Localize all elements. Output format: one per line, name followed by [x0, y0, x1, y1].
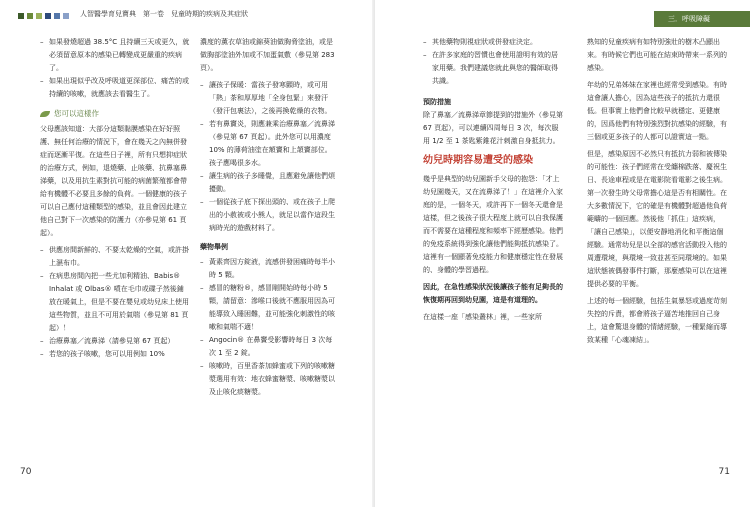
header-square — [54, 13, 60, 19]
list-item: – 感冒的糖粉®，感冒剛開始時每小時 5 顆，請留意：滲喉口後就不應服用因為可能導致入睡困難，並可能強化刺激性的咳嗽和氣喘不適！ — [200, 282, 338, 334]
bullet-text: 其他藥物則視症狀或併發症決定。 — [432, 38, 537, 46]
header-square — [27, 13, 33, 19]
paragraph: 除了鼻塞／流鼻涕章節提到的措施外（參見第 67 頁起），可以連續四周每日 3 次，每次服用 1/2 至 1 茶匙紫錐花汁刺激自身抵抗力。 — [423, 111, 563, 145]
list-item: – 如果發燒超過 38.5°C 且持續三天或更久，就必須留意原本的感染已轉變成更嚴重的疾病了。 — [40, 36, 190, 75]
paragraph: 但是，感染原因不必然只有抵抗力弱和被傳染的可能性：孩子們經常在受纏棉跌落、慶祝生日、長途車程或是在電影院看電影之後生病。第一次發生時父母常擔心這是否有相關性。在大多數情況下，它的確是有機體對超過他負荷範疇的一個回應。然後他「抓住」這疾病，「讓自己感染」，以便安靜地消化和平衡這個經驗。通常幼兒是以全部的感官活動投入他的周遭環境，與環境一致並甚至同環境的。如果這狀態被偶發事件打斷，那麼感染可以在這裡提供必要的平衡。 — [587, 150, 727, 288]
list-item: – 如果出現似乎改及呼吸道更深部位、痛苦的或持續的咳嗽，就應該去看醫生了。 — [40, 75, 190, 101]
bullet-text: 供應房間新鮮的、不要太乾燥的空氣，或許掛上濕布巾。 — [49, 246, 189, 267]
bullet-text: 黃素齊因方錠液，流感併發困痛時每半小時 5 顆。 — [209, 258, 335, 279]
running-header: 人智醫學育兒寶典 第一卷 兒童時期的疾病及其症狀 — [80, 10, 248, 18]
right-page — [375, 0, 750, 507]
header-square — [63, 13, 69, 19]
paragraph: 熟知的兒童疾病有如特別強壯的樹木凸顯出來。有時候它們也可能在結束時帶來一系列的感染。 — [587, 38, 727, 72]
paragraph: 年幼的兄弟姊妹在家裡也經常受到感染。有時這會讓人擔心，因為這些孩子的抵抗力還很低。但事實上他們會比較早就穩定、更健康的，因爲他們有特別強烈對抗感染的經驗，有三個或更多孩子的人都可以證實這一點。 — [587, 81, 727, 141]
list-item: – 若有鼻竇炎，則應兼乘治療鼻塞／流鼻涕（參見第 67 頁起）。此外您可以用濃度 10% 的薄荷油塗在額竇和上頷竇部位。孩子應喝很多水。 — [200, 118, 338, 170]
subheading-text: 您可以這樣作 — [54, 109, 99, 118]
list-item: – 在許多家庭的習慣也會使用證明有效的居家用藥。我們建議您就此與您的醫師取得共識。 — [423, 49, 563, 88]
paragraph: 幾乎是典型的幼兒園新手父母的抱怨：「才上幼兒園幾天，又在流鼻涕了！」在這裡介入家庭的是，一個冬天，或許再下一個冬天還會是這樣，但之後孩子很大程度上就可以自我保護而不需要在這種程度和頻率下經歷感染。他們的免疫系統得到強化讓他們能夠抵抗感染了。這裡有一個顯著免疫能力和健康穩定性在發展的、身體的學習過程。 — [423, 175, 563, 274]
list-item: – 治療鼻塞／流鼻涕（請參見第 67 頁起） — [40, 335, 190, 348]
bullet-text: 在許多家庭的習慣也會使用證明有效的居家用藥。我們建議您就此與您的醫師取得共識。 — [432, 51, 558, 85]
subheading: 預防措施 — [423, 98, 451, 106]
paragraph: 在這樣一座「感染叢林」裡，一些家所 — [423, 313, 542, 321]
paragraph: 上述的每一個經驗，包括生氣暴怒或過度苛刻失控的斥責，都會將孩子逼苦地推回自己身上，這會驚退身體的情緒經驗，一種緊縮而導致某種「心魂凍結」。 — [587, 297, 727, 344]
subheading — [40, 107, 190, 120]
list-item: – 在病患房間內把一些尤加利精油、Babis® Inhalat 或 Olbas® 噴在毛巾或碟子然後鋪放在暖氣上，但是不要在嬰兒或幼兒床上使用這些物質，並且不可用於氣喘（參見第 81 頁起）！ — [40, 270, 190, 335]
page-number: 70 — [20, 467, 32, 477]
bullet-text: 如果發燒超過 38.5°C 且持續三天或更久，就必須留意原本的感染已轉變成更嚴重的疾病了。 — [49, 38, 190, 72]
bullet-text: 若有鼻竇炎，則應兼乘治療鼻塞／流鼻涕（參見第 67 頁起）。此外您可以用濃度 10% 的薄荷油塗在額竇和上頷竇部位。孩子應喝很多水。 — [209, 120, 335, 167]
bullet-text: 在病患房間內把一些尤加利精油、Babis® Inhalat 或 Olbas® 噴在毛巾或碟子然後鋪放在暖氣上，但是不要在嬰兒或幼兒床上使用這些物質，並且不可用於氣喘（參見第 81 頁起）！ — [49, 272, 189, 332]
list-item: – 讓生病的孩子多睡覺，且應避免讓他們煩擾動。 — [200, 170, 338, 196]
list-item: – 若您的孩子咳嗽，您可以用例如 10% — [40, 348, 190, 361]
section-title: 幼兒時期容易遭受的感染 — [423, 155, 533, 166]
list-item: – 讓孩子保暖：當孩子發寒顫時，或可用「熱」茶和厚厚地「全身包緊」來發汗（發汗包裏法），之後再換乾燥的衣物。 — [200, 79, 338, 118]
list-item: – 一個從孩子底下探出頭的、或在孩子上爬出的小赦被或小熊人，就足以當作這段生病時光的遊戲材料了。 — [200, 196, 338, 235]
bullet-text: 一個從孩子底下探出頭的、或在孩子上爬出的小赦被或小熊人，就足以當作這段生病時光的遊戲材料了。 — [209, 198, 335, 232]
leaf-icon — [40, 111, 50, 117]
bullet-text: 感冒的糖粉®，感冒剛開始時每小時 5 顆，請留意：滲喉口後就不應服用因為可能導致入睡困難，並可能強化刺激性的咳嗽和氣喘不適！ — [209, 284, 335, 331]
header-square — [18, 13, 24, 19]
list-item: – 咳嗽時，百里香茶加蜂蜜或下列的咳嗽糖漿選用有效：地衣蜂蜜糖漿、咳嗽糖漿以及止咳化痰糖漿。 — [200, 360, 338, 399]
paragraph: 父母應該知道：大部分這類黏膜感染在好好照護、無任何治療的情況下，會在幾天之內無併發症而逐漸平復。在這些日子裡，所有只想抑症狀的治療方式，例如，退燒藥、止咳藥、抗鼻塞鼻涕藥，以及用抗生素對抗可能的病菌繁殖都會帶給有機體不必要且多餘的負荷。一個健康的孩子可以自己應付這種類型的感染，並且會因此建立他自己對下一次感染的防護力（亦參見第 61 頁起）。 — [40, 125, 187, 237]
right-column-2 — [587, 36, 729, 351]
header-square — [36, 13, 42, 19]
header-squares — [18, 13, 69, 19]
left-column-2 — [200, 36, 338, 399]
bullet-text: 咳嗽時，百里香茶加蜂蜜或下列的咳嗽糖漿選用有效：地衣蜂蜜糖漿、咳嗽糖漿以及止咳化痰糖漿。 — [209, 362, 335, 396]
header-square — [45, 13, 51, 19]
list-item: – 供應房間新鮮的、不要太乾燥的空氣，或許掛上濕布巾。 — [40, 244, 190, 270]
bullet-text: 治療鼻塞／流鼻涕（請參見第 67 頁起） — [49, 337, 175, 345]
bold-paragraph: 因此，在急性感染狀況後讓孩子能有足夠長的恢復期再回到幼兒園，這是有道理的。 — [423, 283, 563, 304]
list-item: – Angocin® 在鼻竇受影響時每日 3 次每次 1 至 2 錠。 — [200, 334, 338, 360]
list-item: – 其他藥物則視症狀或併發症決定。 — [423, 36, 563, 49]
chapter-tab: 三．呼吸障礙 — [654, 11, 750, 27]
list-item: – 黃素齊因方錠液，流感併發困痛時每半小時 5 顆。 — [200, 256, 338, 282]
bullet-text: 讓孩子保暖：當孩子發寒顫時，或可用「熱」茶和厚厚地「全身包緊」來發汗（發汗包裏法），之後再換乾燥的衣物。 — [209, 81, 332, 115]
bullet-text: 讓生病的孩子多睡覺，且應避免讓他們煩擾動。 — [209, 172, 335, 193]
bullet-text: Angocin® 在鼻竇受影響時每日 3 次每次 1 至 2 錠。 — [209, 336, 333, 357]
left-column-1 — [40, 36, 190, 361]
bullet-text: 若您的孩子咳嗽，您可以用例如 10% — [49, 350, 165, 358]
page-number: 71 — [718, 467, 730, 477]
paragraph: 濃度的薰衣草油或錦葵油做胸脅塗油，或是做胸部塗油外加或不加蛋氣敷（參見第 283 頁）。 — [200, 38, 335, 72]
bullet-text: 如果出現似乎改及呼吸道更深部位、痛苦的或持續的咳嗽，就應該去看醫生了。 — [49, 77, 189, 98]
subheading: 藥物舉例 — [200, 243, 228, 251]
right-column-1 — [423, 36, 563, 328]
